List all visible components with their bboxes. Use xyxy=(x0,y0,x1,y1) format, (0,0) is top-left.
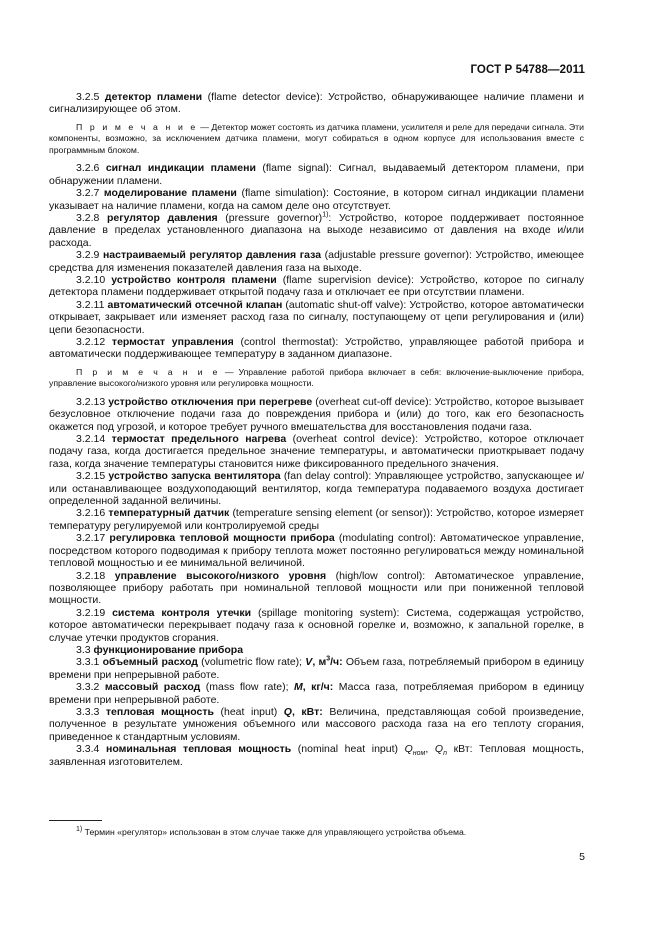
clause-3-2-12: 3.2.12 термостат управления (control thermostat): Устройство, управляющее работой прибора и автоматически поддерживающее температуру в заданном диапазоне. xyxy=(49,336,585,361)
footnote: $^{1)}$ Термин «регулятор» использован в этом случае также для управляющего устройства объема. xyxy=(76,826,467,837)
term: устройство контроля пламени xyxy=(111,273,277,286)
clause-3-2-10: 3.2.10 устройство контроля пламени (flame supervision device): Устройство, которое по сигналу детектора пламени поддерживает открытой подачу газа и отключает ее при отсутствии пламени. xyxy=(49,273,584,299)
term: термостат управления xyxy=(111,336,234,348)
term: номинальная тепловая мощность xyxy=(105,743,292,756)
clause-3-2-6: 3.2.6 сигнал индикации пламени (flame signal): Сигнал, выдаваемый детектором пламени, при обнаружении пламени. xyxy=(49,162,584,187)
term: детектор пламени xyxy=(104,91,203,103)
clause-3-3-2: 3.3.2 массовый расход (mass flow rate); M, кг/ч: Масса газа, потребляемая прибором в единицу времени при непрерывной работе. xyxy=(49,681,584,706)
clause-3-2-5: 3.2.5 детектор пламени (flame detector device): Устройство, обнаруживающее наличие пламени и сигнализирующее об этом. xyxy=(49,91,585,116)
clause-3-2-19: 3.2.19 система контроля утечки (spillage monitoring system): Система, содержащая устройство, которое автоматически перекрывает подачу газа к основной горелке и, возможно, к запальной горелке, в случае утечки продуктов сгорания. xyxy=(49,606,585,644)
clause-3-2-8: 3.2.8 регулятор давления (pressure governor)$^{1)}$: Устройство, которое поддерживает постоянное давление в пределах установленного диапазона на выходе независимо от давления на входе и/или расхода. xyxy=(49,211,584,249)
term: регулятор давления xyxy=(106,211,218,224)
term: функционирование прибора xyxy=(93,643,244,656)
symbol: Q xyxy=(404,743,413,756)
clause-3-2-14: 3.2.14 термостат предельного нагрева (overheat control device): Устройство, которое отключает подачу газа, когда достигается предельное значение температуры, и автоматически приоткрывает подачу газа, когда значение температуры становится ниже фиксированного предельного значения. xyxy=(49,433,585,470)
standard-header: ГОСТ Р 54788—2011 xyxy=(470,64,585,76)
clause-3-2-16: 3.2.16 температурный датчик (temperature sensing element (or sensor)): Устройство, которое измеряет температуру регулируемой или контролируемой среды xyxy=(49,507,585,532)
symbol: Q xyxy=(434,743,444,756)
document-body xyxy=(49,91,584,768)
clause-3-2-7: 3.2.7 моделирование пламени (flame simulation): Состояние, в котором сигнал индикации пламени указывает на наличие пламени, когда на самом деле оно отсутствует. xyxy=(49,187,584,212)
clause-3-3-3: 3.3.3 тепловая мощность (heat input) Q, кВт: Величина, представляющая собой произведение, полученное в результате умножения объемного или массового расхода газа на его теплоту сгорания, приведенное к стандартным условиям. xyxy=(49,705,584,743)
term: моделирование пламени xyxy=(103,187,237,200)
term: тепловая мощность xyxy=(105,705,214,718)
clause-3-3-4: 3.3.4 номинальная тепловая мощность (nominal heat input) $Q_{ном}$, $Q_n$ кВт: Тепловая мощность, заявленная изготовителем. xyxy=(49,743,584,768)
clause-3-2-9: 3.2.9 настраиваемый регулятор давления газа (adjustable pressure governor): Устройство, имеющее средства для изменения показателей давления газа на выходе. xyxy=(49,249,584,274)
symbol: V xyxy=(305,656,313,669)
clause-3-2-13: 3.2.13 устройство отключения при перегреве (overheat cut-off device): Устройство, которое вызывает безусловное отключение подачи газа до повреждения прибора и (или) до того, как его безопасность окажется под угрозой, и которое требует ручного вмешательства для восстановления подачи газа. xyxy=(49,395,584,433)
clause-3-2-11: 3.2.11 автоматический отсечной клапан (automatic shut-off valve): Устройство, которое автоматически открывает, закрывает или изменяет расход газа по сигналу, поступающему от цепи регулирования и (или) цепи безопасности. xyxy=(49,298,585,336)
page-number: 5 xyxy=(579,851,585,863)
symbol: M xyxy=(293,681,303,694)
term: регулировка тепловой мощности прибора xyxy=(109,532,335,545)
term: объемный расход xyxy=(102,656,198,669)
clause-3-2-15: 3.2.15 устройство запуска вентилятора (fan delay control): Управляющее устройство, запускающее и/или останавливающее воздухоподающий вентилятор, когда температура подаваемого воздуха достигает определенной заданной величины. xyxy=(49,470,585,508)
term: управление высокого/низкого уровня xyxy=(114,569,327,582)
clause-3-2-17: 3.2.17 регулировка тепловой мощности прибора (modulating control): Автоматическое управление, посредством которого подводимая к прибору теплота может постоянно регулироваться между номинальной тепловой мощностью и ее минимальной величиной. xyxy=(49,532,584,570)
section-3-3: 3.3 функционирование прибора xyxy=(76,643,244,656)
term: устройство запуска вентилятора xyxy=(108,470,281,483)
clause-3-2-18: 3.2.18 управление высокого/низкого уровня (high/low control): Автоматическое управление, позволяющее прибору работать при номинальной тепловой мощности или при пониженной тепловой мощности. xyxy=(49,569,585,607)
footnote-ref: 1) xyxy=(322,211,329,219)
note-2: П р и м е ч а н и е — Управление работой прибора включает в себя: включение-выключение прибора, управление высокого/низкого уровня или регулировка мощности. xyxy=(49,366,584,389)
term: температурный датчик xyxy=(108,507,230,520)
term: система контроля утечки xyxy=(112,606,252,619)
note-1: П р и м е ч а н и е — Детектор может состоять из датчика пламени, усилителя и реле для передачи сигнала. Эти компоненты, возможно, за исключением датчика пламени, могут собираться в одном корпусе для использования вместе с программным блоком. xyxy=(49,121,584,155)
footnote-divider xyxy=(49,820,102,821)
term: сигнал индикации пламени xyxy=(105,162,256,175)
term: массовый расход xyxy=(104,681,201,694)
term: автоматический отсечной клапан xyxy=(107,298,283,311)
term: устройство отключения при перегреве xyxy=(108,395,313,408)
term: настраиваемый регулятор давления газа xyxy=(102,249,322,262)
symbol: Q xyxy=(283,705,292,718)
term: термостат предельного нагрева xyxy=(111,433,287,446)
clause-3-3-1: 3.3.1 объемный расход (volumetric flow rate); V, $м^3/ч$: Объем газа, потребляемый прибором в единицу времени при непрерывной работе. xyxy=(49,655,584,681)
